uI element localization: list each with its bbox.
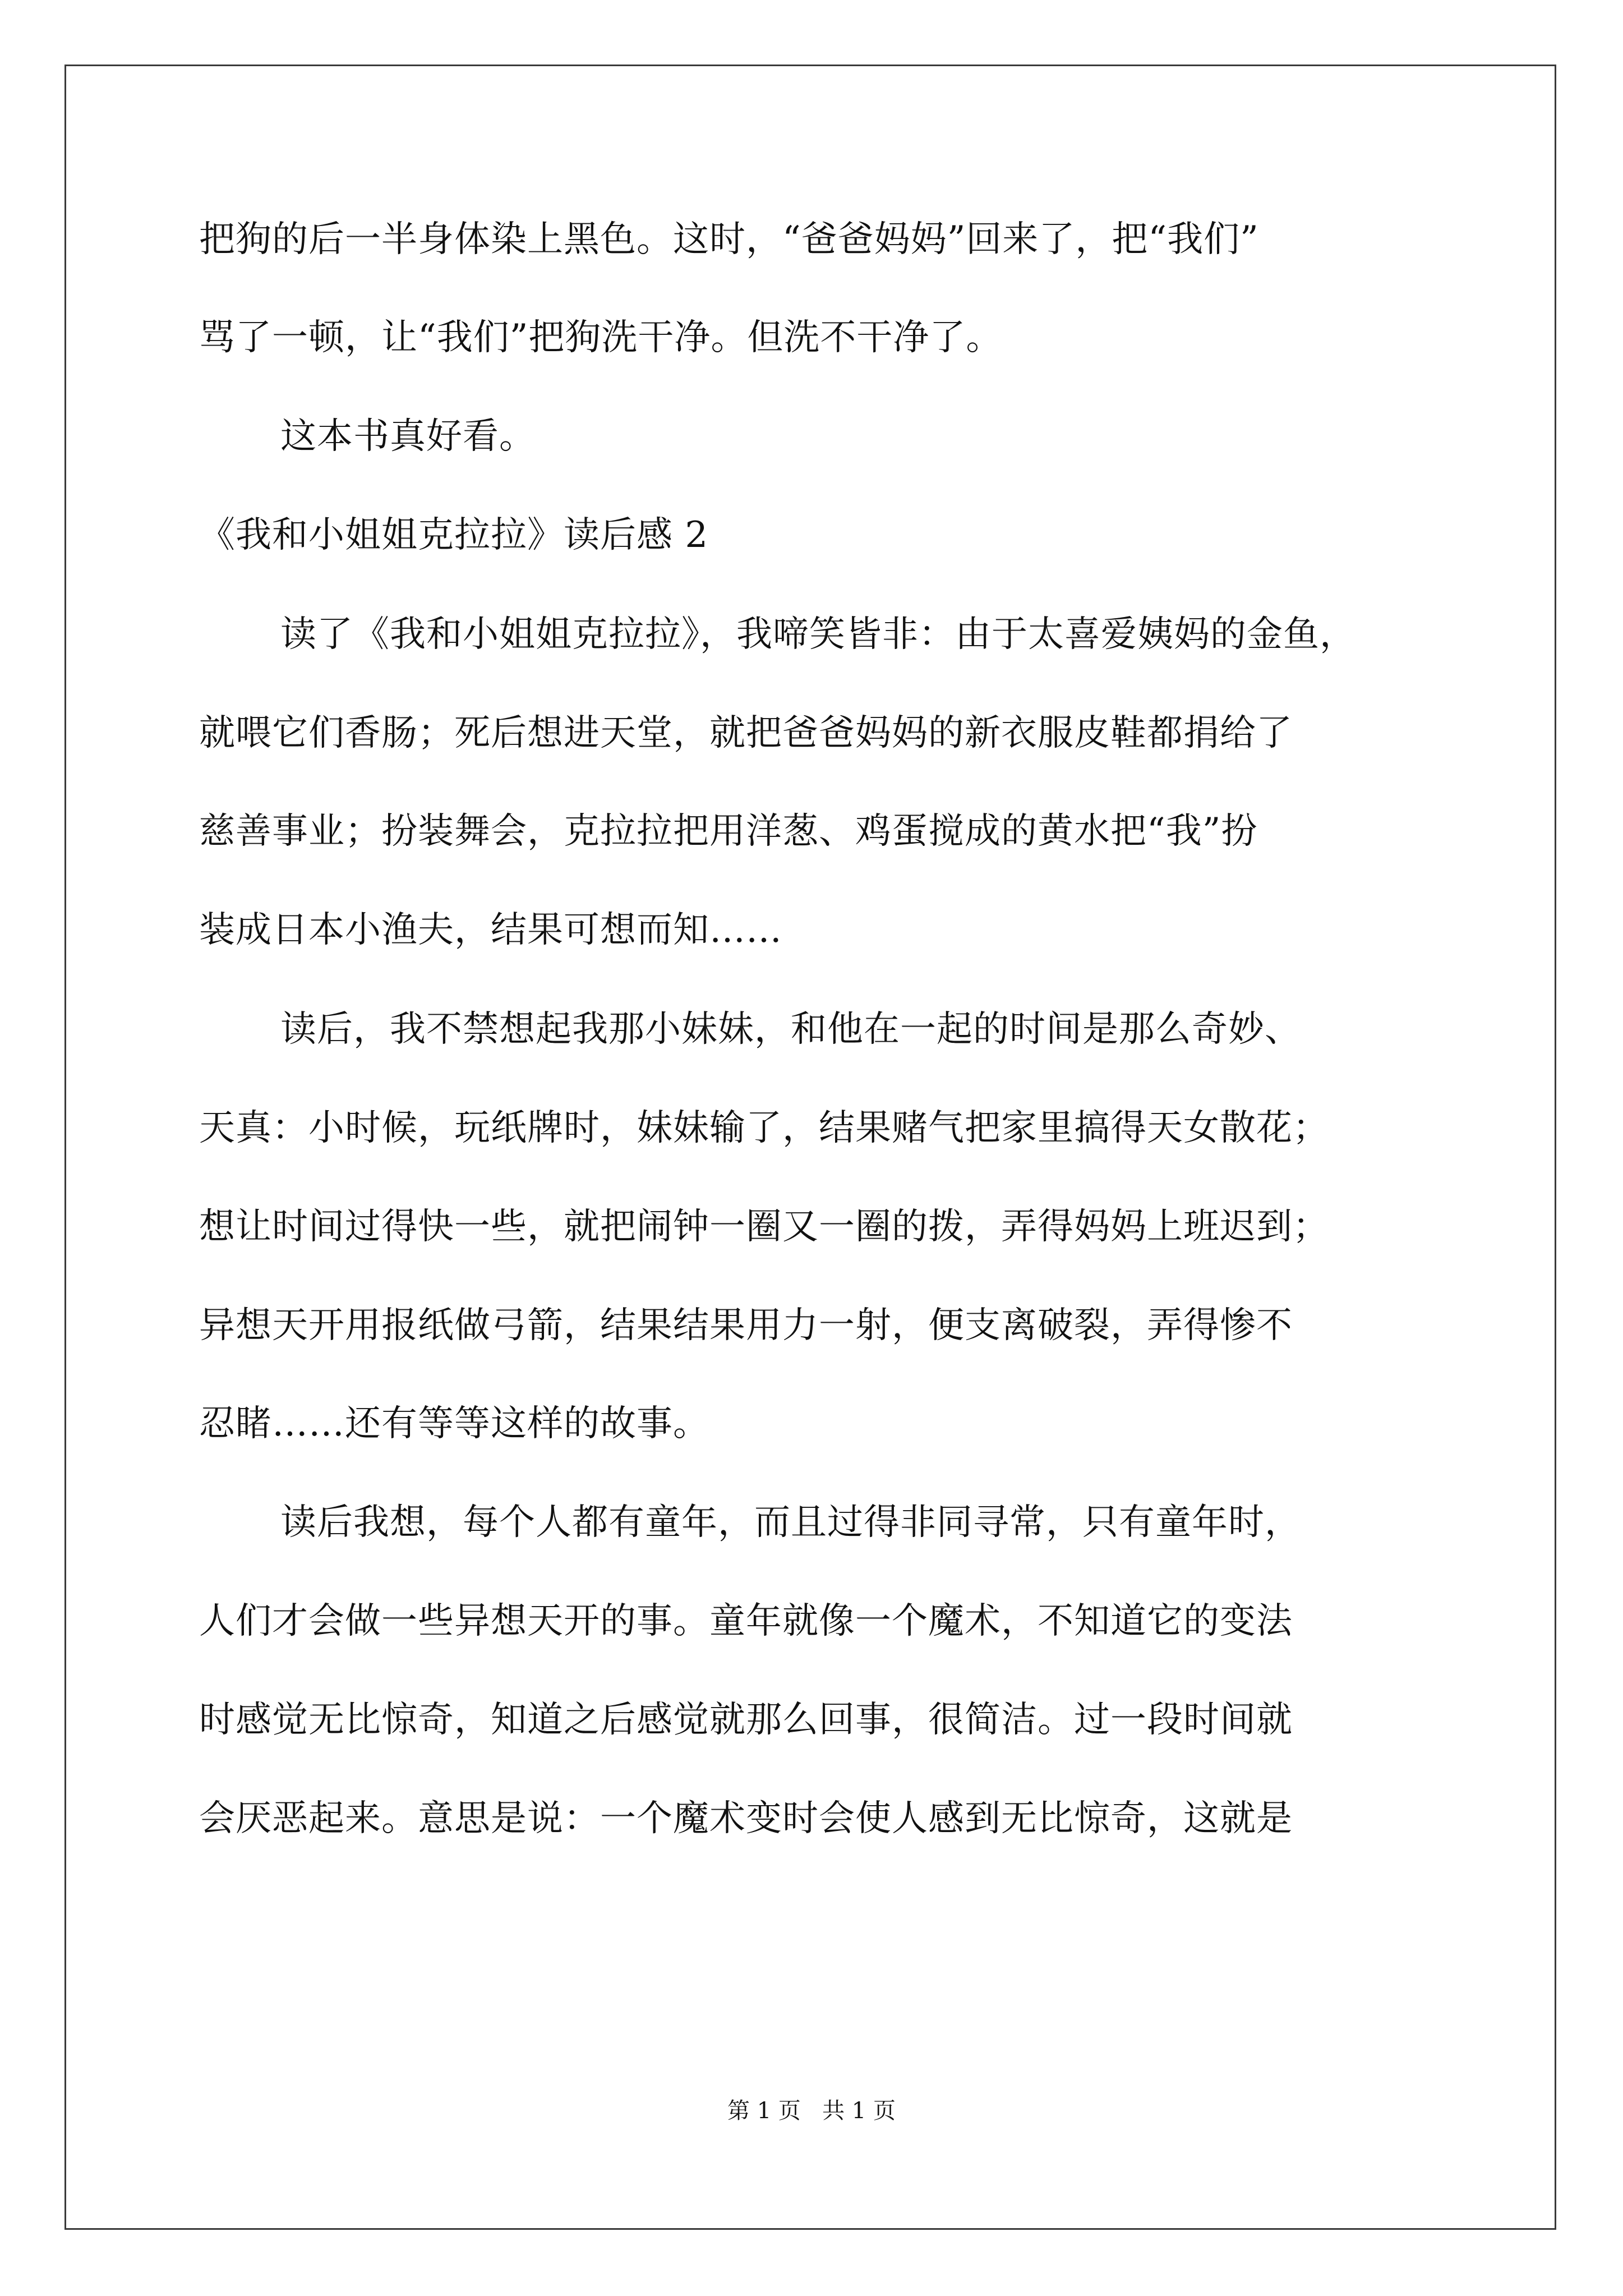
paragraph-line: 忍睹……还有等等这样的故事。 <box>199 1403 709 1444</box>
page-number-footer: 第 1 页 共 1 页 <box>727 2098 896 2124</box>
paragraph-line: 读后我想，每个人都有童年，而且过得非同寻常，只有童年时， <box>280 1502 1301 1543</box>
paragraph-line: 慈善事业；扮装舞会，克拉拉把用洋葱、鸡蛋搅成的黄水把“我”扮 <box>199 811 1258 852</box>
paragraph-line: 读后，我不禁想起我那小妹妹，和他在一起的时间是那么奇妙、 <box>280 1009 1301 1050</box>
paragraph-line: 会厌恶起来。意思是说：一个魔术变时会使人感到无比惊奇，这就是 <box>199 1798 1293 1839</box>
paragraph-line: 读了《我和小姐姐克拉拉》，我啼笑皆非：由于太喜爱姨妈的金鱼， <box>280 614 1356 655</box>
paragraph-line: 异想天开用报纸做弓箭，结果结果用力一射，便支离破裂，弄得惨不 <box>199 1305 1293 1346</box>
paragraph-line: 人们才会做一些异想天开的事。童年就像一个魔术，不知道它的变法 <box>199 1600 1293 1642</box>
section-heading: 《我和小姐姐克拉拉》读后感 2 <box>199 514 709 556</box>
paragraph-line: 装成日本小渔夫，结果可想而知…… <box>199 909 782 951</box>
paragraph-line: 想让时间过得快一些，就把闹钟一圈又一圈的拨，弄得妈妈上班迟到； <box>199 1206 1329 1248</box>
paragraph-line: 这本书真好看。 <box>280 416 536 457</box>
paragraph-line: 骂了一顿，让“我们”把狗洗干净。但洗不干净了。 <box>199 317 1003 358</box>
paragraph-line: 就喂它们香肠；死后想进天堂，就把爸爸妈妈的新衣服皮鞋都捐给了 <box>199 712 1293 754</box>
paragraph-line: 把狗的后一半身体染上黑色。这时，“爸爸妈妈”回来了，把“我们” <box>199 219 1259 260</box>
paragraph-line: 时感觉无比惊奇，知道之后感觉就那么回事，很简洁。过一段时间就 <box>199 1699 1293 1741</box>
paragraph-line: 天真：小时候，玩纸牌时，妹妹输了，结果赌气把家里搞得天女散花； <box>199 1107 1329 1149</box>
